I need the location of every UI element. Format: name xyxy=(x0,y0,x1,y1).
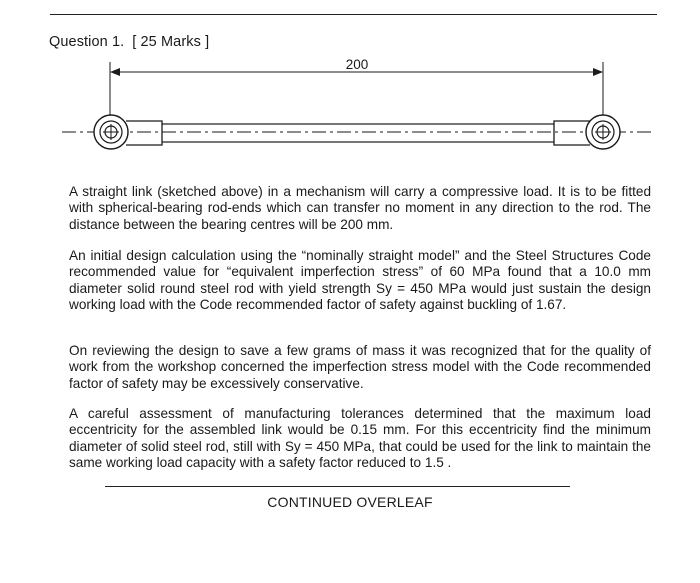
paragraph-task: A careful assessment of manufacturing tolerances determined that the maximum load eccentricity for the assembled link would be 0.15 mm. For this eccentricity find the minimum diameter of solid steel rod, still with Sy = 450 MPa, that could be used for the link to maintain the same working load capacity with a safety factor reduced to 1.5 . xyxy=(69,406,651,471)
left-rod-end-socket xyxy=(126,121,162,145)
paragraph-initial-design: An initial design calculation using the “nominally straight model” and the Steel Structures Code recommended value for “equivalent imperfection stress” of 60 MPa found that a 10.0 mm diameter solid round steel rod with yield strength Sy = 450 MPa would just sustain the design working load with the Code recommended factor of safety against buckling of 1.67. xyxy=(69,248,651,313)
continued-overleaf-footer: CONTINUED OVERLEAF xyxy=(267,494,433,510)
paragraph-problem-setup: A straight link (sketched above) in a mechanism will carry a compressive load. It is to be fitted with spherical-bearing rod-ends which can transfer no moment in any direction to the rod. The distance between the bearing centres will be 200 mm. xyxy=(69,184,651,232)
question-label: Question 1. xyxy=(49,34,125,50)
link-diagram xyxy=(0,0,700,180)
rod-body xyxy=(160,124,556,142)
bottom-rule xyxy=(105,486,570,487)
dimension-label: 200 xyxy=(345,57,369,72)
right-rod-end-socket xyxy=(554,121,590,145)
question-marks: [ 25 Marks ] xyxy=(132,34,210,50)
paragraph-design-review: On reviewing the design to save a few grams of mass it was recognized that for the quality of work from the workshop concerned the imperfection stress model with the Code recommended factor of safety may be excessively conservative. xyxy=(69,343,651,391)
